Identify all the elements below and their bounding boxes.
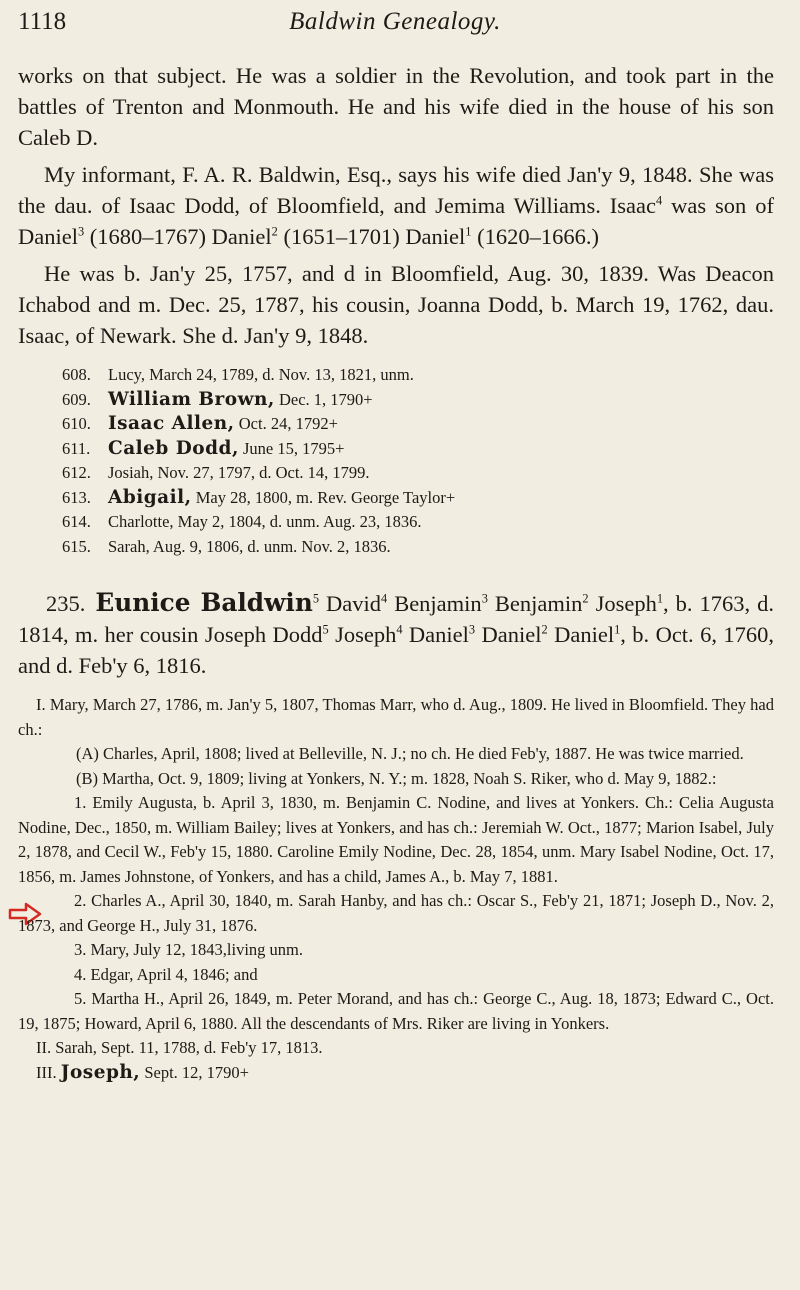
descendant-paragraph-last: III. Joseph, Sept. 12, 1790+ bbox=[36, 1061, 249, 1083]
intro-paragraph-1: works on that subject. He was a soldier in the Revolution, and took part in the battles of Trenton and Monmouth. He and his wife died in the house of his son Caleb D. bbox=[18, 63, 774, 150]
descendant-paragraph: (B) Martha, Oct. 9, 1809; living at Yonkers, N. Y.; m. 1828, Noah S. Riker, who d. May 9, 1882.: bbox=[76, 768, 717, 788]
list-item: 611. Caleb Dodd, June 15, 1795+ bbox=[62, 437, 345, 459]
section-235-heading: 235. Eunice Baldwin$^5$ David$^4$ Benjamin$^3$ Benjamin$^2$ Joseph$^1$, b. 1763, d. 1814, m. her cousin Joseph Dodd$^5$ Joseph$^4$ Daniel$^3$ Daniel$^2$ Daniel$^1$, b. Oct. 6, 1760, and d. Feb'y 6, 1816. bbox=[18, 588, 775, 678]
page-number: 1118 bbox=[18, 8, 67, 35]
list-item: 615. Sarah, Aug. 9, 1806, d. unm. Nov. 2, 1836. bbox=[62, 536, 391, 556]
list-item: 614. Charlotte, May 2, 1804, d. unm. Aug. 23, 1836. bbox=[62, 512, 422, 531]
descendant-paragraph: 3. Mary, July 12, 1843,living unm. bbox=[74, 940, 304, 959]
list-item: 610. Isaac Allen, Oct. 24, 1792+ bbox=[62, 413, 338, 434]
page-body bbox=[18, 60, 774, 1085]
descendant-paragraph: (A) Charles, April, 1808; lived at Belleville, N. J.; no ch. He died Feb'y, 1887. He was twice married. bbox=[76, 744, 744, 763]
list-item: 613. Abigail, May 28, 1800, m. Rev. George Taylor+ bbox=[62, 486, 456, 508]
descendant-paragraph: I. Mary, March 27, 1786, m. Jan'y 5, 1807, Thomas Marr, who d. Aug., 1809. He lived in Bloomfield. They had ch.: bbox=[18, 695, 774, 739]
descendant-paragraph: 2. Charles A., April 30, 1840, m. Sarah Hanby, and has ch.: Oscar S., Feb'y 21, 1871; Joseph D., Nov. 2, 1873, and George H., July 31, 1876. bbox=[18, 891, 774, 935]
descendant-paragraph: 1. Emily Augusta, b. April 3, 1830, m. Benjamin C. Nodine, and lives at Yonkers. Ch.: Celia Augusta Nodine, Dec., 1850, m. William Bailey; lives at Yonkers, and has ch.: Jeremiah W. Oct., 1877; Marion Isabel, July 2, 1878, and Cecil W., Feb'y 15, 1880. Caroline Emily Nodine, Dec. 28, 1854, unm. Mary Isabel Nodine, Oct. 17, 1856, m. James Johnstone, of Yonkers, and has a child, James A., b. May 7, 1881. bbox=[18, 793, 774, 886]
descendant-paragraph: 5. Martha H., April 26, 1849, m. Peter Morand, and has ch.: George C., Aug. 18, 1873; Edward C., Oct. 19, 1875; Howard, April 6, 1880. All the descendants of Mrs. Riker are living in Yonkers. bbox=[18, 989, 774, 1033]
descendants-text bbox=[18, 693, 774, 1085]
list-item: 612. Josiah, Nov. 27, 1797, d. Oct. 14, 1799. bbox=[62, 463, 370, 482]
intro-paragraph-3: He was b. Jan'y 25, 1757, and d in Bloomfield, Aug. 30, 1839. Was Deacon Ichabod and m. Dec. 25, 1787, his cousin, Joanna Dodd, b. March 19, 1762, dau. Isaac, of Newark. She d. Jan'y 9, 1848. bbox=[18, 261, 774, 348]
descendant-paragraph: II. Sarah, Sept. 11, 1788, d. Feb'y 17, 1813. bbox=[36, 1038, 323, 1057]
list-item: 609. William Brown, Dec. 1, 1790+ bbox=[62, 388, 373, 410]
running-title: Baldwin Genealogy. bbox=[289, 8, 501, 35]
list-item: 608. Lucy, March 24, 1789, d. Nov. 13, 1821, unm. bbox=[62, 365, 414, 384]
intro-paragraph-2: My informant, F. A. R. Baldwin, Esq., says his wife died Jan'y 9, 1848. She was the dau. of Isaac Dodd, of Bloomfield, and Jemima Williams. Isaac$^4$ was son of Daniel$^3$ (1680–1767) Daniel$^2$ (1651–1701) Daniel$^1$ (1620–1666.) bbox=[18, 162, 774, 249]
children-list bbox=[62, 363, 774, 559]
descendant-paragraph: 4. Edgar, April 4, 1846; and bbox=[74, 964, 258, 984]
page-header bbox=[18, 8, 772, 40]
